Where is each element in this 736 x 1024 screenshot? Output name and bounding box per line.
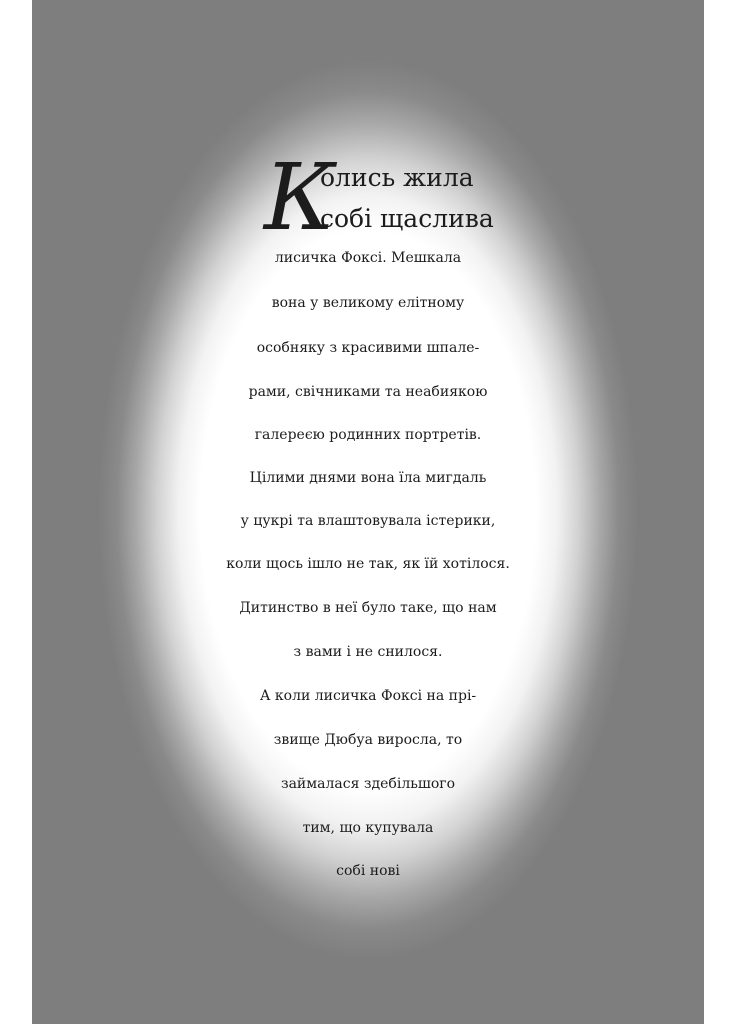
drop-cap: К xyxy=(264,144,336,251)
text-line: галереєю родинних портретів. xyxy=(254,427,482,443)
text-line: Дитинство в неї було таке, що нам xyxy=(239,600,497,616)
story-text xyxy=(32,0,704,1024)
text-line: лисичка Фоксі. Мешкала xyxy=(274,250,462,266)
text-line: олись жила xyxy=(320,163,474,192)
vignette-panel xyxy=(32,0,704,1024)
text-line: з вами і не снилося. xyxy=(293,644,443,660)
text-line: Цілими днями вона їла мигдаль xyxy=(249,470,487,486)
text-line: собі щаслива xyxy=(320,204,494,233)
text-line: А коли лисичка Фоксі на прі- xyxy=(259,688,477,704)
text-line: у цукрі та влаштовувала істерики, xyxy=(240,513,496,529)
text-line: коли щось ішло не так, як їй хотілося. xyxy=(226,556,510,572)
text-line: собі нові xyxy=(336,863,400,879)
text-line: займалася здебільшого xyxy=(280,776,456,792)
text-line: рами, свічниками та неабиякою xyxy=(248,384,488,400)
text-line: тим, що купувала xyxy=(302,820,434,836)
text-line: особняку з красивими шпале- xyxy=(256,340,480,356)
text-line: вона у великому елітному xyxy=(271,295,465,311)
text-line: звище Дюбуа виросла, то xyxy=(273,732,463,748)
